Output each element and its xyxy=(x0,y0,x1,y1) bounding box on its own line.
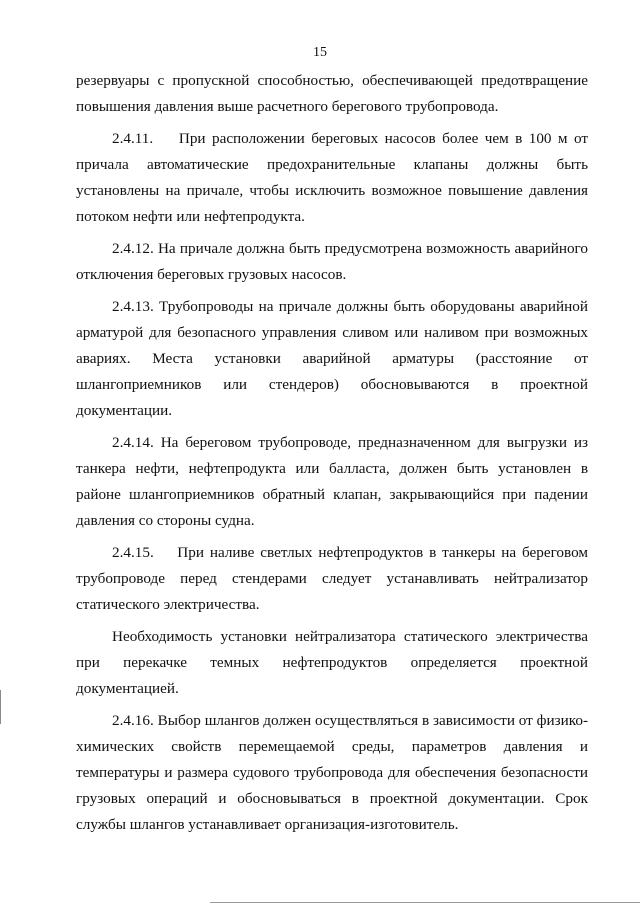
paragraph-number: 2.4.16. xyxy=(112,712,154,729)
page-number: 15 xyxy=(313,45,327,60)
paragraph-text: При наливе светлых нефтепродуктов в танкеры на береговом трубопроводе перед стендерами следует устанавливать нейтрализатор статического электричества. xyxy=(76,544,588,613)
paragraph-text: На береговом трубопроводе, предназначенном для выгрузки из танкера нефти, нефтепродукта или балласта, должен быть установлен в районе шлангоприемников обратный клапан, закрывающийся при падении давления со стороны судна. xyxy=(76,434,589,529)
paragraph-2-4-15 xyxy=(76,540,588,618)
paragraph-2-4-11 xyxy=(76,126,588,230)
paragraph-text: Трубопроводы на причале должны быть оборудованы аварийной арматурой для безопасного управления сливом или наливом при возможных авариях. Места установки аварийной арматуры (расстояние от шлангоприемников или стендеров) обосновываются в проектной документации. xyxy=(76,298,588,419)
paragraph-2-4-12 xyxy=(76,236,588,288)
paragraph-2-4-14 xyxy=(76,430,588,534)
paragraph-2-4-16 xyxy=(76,708,588,838)
paragraph-text: Выбор шлангов должен осуществляться в зависимости от физико-химических свойств перемещаемой среды, параметров давления и температуры и размера судового трубопровода для обеспечения безопасности грузовых операций и обосновываться в проектной документации. Срок службы шлангов устанавливает организация-изготовитель. xyxy=(76,712,589,833)
paragraph-text: При расположении береговых насосов более чем в 100 м от причала автоматические предохранительные клапаны должны быть установлены на причале, чтобы исключить возможное повышение давления потоком нефти или нефтепродукта. xyxy=(76,130,588,225)
paragraph-text: На причале должна быть предусмотрена возможность аварийного отключения береговых грузовых насосов. xyxy=(76,240,589,283)
paragraph-number: 2.4.14. xyxy=(112,434,154,451)
paragraph-number: 2.4.11. xyxy=(112,130,154,147)
paragraph-2-4-15-continuation xyxy=(76,624,588,702)
paragraph-continuation xyxy=(76,68,588,120)
paragraph-number: 2.4.15. xyxy=(112,544,154,561)
paragraph-text: резервуары с пропускной способностью, обеспечивающей предотвращение повышения давления выше расчетного берегового трубопровода. xyxy=(76,72,588,115)
paragraph-number: 2.4.13. xyxy=(112,298,154,315)
paragraph-text: Необходимость установки нейтрализатора статического электричества при перекачке темных нефтепродуктов определяется проектной документацией. xyxy=(76,628,588,697)
paragraph-number: 2.4.12. xyxy=(112,240,154,257)
scan-margin-mark xyxy=(0,690,9,724)
paragraph-2-4-13 xyxy=(76,294,588,424)
scan-edge-line xyxy=(210,902,640,903)
page-body xyxy=(76,68,588,844)
